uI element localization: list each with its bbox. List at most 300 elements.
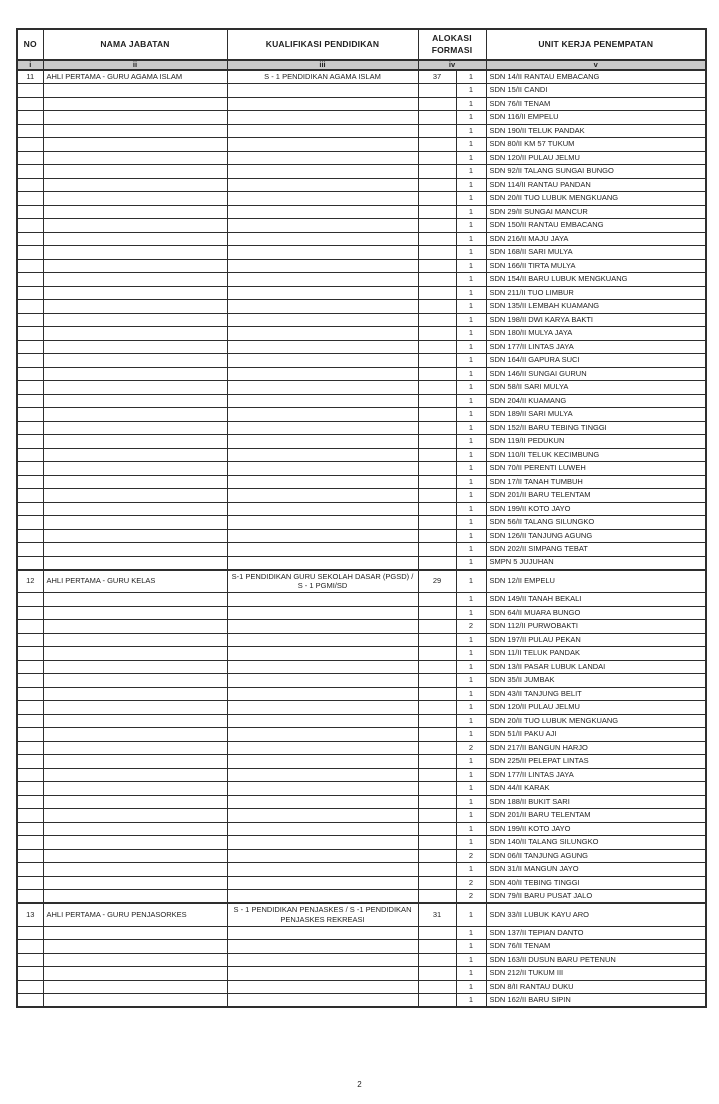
unit-row [17, 178, 706, 192]
cell-alokasi-unit: 1 [456, 593, 486, 607]
empty-cell [418, 408, 456, 422]
cell-unit-kerja: SDN 76/II TENAM [486, 97, 706, 111]
empty-cell [17, 327, 43, 341]
empty-cell [418, 286, 456, 300]
empty-cell [418, 448, 456, 462]
unit-row [17, 367, 706, 381]
empty-cell [43, 192, 227, 206]
cell-alokasi-unit: 1 [456, 367, 486, 381]
cell-unit-kerja: SDN 163/II DUSUN BARU PETENUN [486, 953, 706, 967]
unit-row [17, 138, 706, 152]
cell-alokasi-unit: 1 [456, 151, 486, 165]
cell-nama-jabatan: AHLI PERTAMA - GURU KELAS [43, 570, 227, 593]
empty-cell [418, 543, 456, 557]
cell-alokasi-unit: 1 [456, 111, 486, 125]
unit-row [17, 809, 706, 823]
cell-alokasi-unit: 1 [456, 502, 486, 516]
cell-unit-kerja: SDN 146/II SUNGAI GURUN [486, 367, 706, 381]
cell-unit-kerja: SDN 14/II RANTAU EMBACANG [486, 70, 706, 84]
empty-cell [43, 421, 227, 435]
empty-cell [17, 926, 43, 940]
empty-cell [227, 687, 418, 701]
empty-cell [43, 795, 227, 809]
empty-cell [17, 340, 43, 354]
empty-cell [17, 232, 43, 246]
empty-cell [43, 300, 227, 314]
cell-unit-kerja: SDN 164/II GAPURA SUCI [486, 354, 706, 368]
cell-unit-kerja: SDN 64/II MUARA BUNGO [486, 606, 706, 620]
empty-cell [418, 219, 456, 233]
cell-no: 12 [17, 570, 43, 593]
cell-alokasi-unit: 1 [456, 633, 486, 647]
empty-cell [418, 178, 456, 192]
cell-alokasi-unit: 1 [456, 822, 486, 836]
cell-unit-kerja: SDN 152/II BARU TEBING TINGGI [486, 421, 706, 435]
unit-row [17, 755, 706, 769]
empty-cell [418, 876, 456, 890]
cell-unit-kerja: SDN 154/II BARU LUBUK MENGKUANG [486, 273, 706, 287]
subheader-iv: iv [418, 60, 486, 70]
cell-alokasi-unit: 1 [456, 138, 486, 152]
empty-cell [17, 593, 43, 607]
cell-unit-kerja: SDN 149/II TANAH BEKALI [486, 593, 706, 607]
cell-alokasi-unit: 1 [456, 475, 486, 489]
empty-cell [43, 462, 227, 476]
unit-row [17, 849, 706, 863]
unit-row [17, 953, 706, 967]
unit-row [17, 232, 706, 246]
empty-cell [227, 940, 418, 954]
cell-nama-jabatan: AHLI PERTAMA - GURU PENJASORKES [43, 903, 227, 926]
empty-cell [227, 809, 418, 823]
empty-cell [17, 940, 43, 954]
cell-unit-kerja: SDN 11/II TELUK PANDAK [486, 647, 706, 661]
unit-row [17, 489, 706, 503]
empty-cell [227, 151, 418, 165]
empty-cell [227, 178, 418, 192]
empty-cell [17, 606, 43, 620]
cell-unit-kerja: SDN 190/II TELUK PANDAK [486, 124, 706, 138]
empty-cell [17, 300, 43, 314]
empty-cell [227, 138, 418, 152]
unit-row [17, 516, 706, 530]
cell-alokasi-unit: 1 [456, 232, 486, 246]
empty-cell [227, 980, 418, 994]
empty-cell [418, 165, 456, 179]
empty-cell [43, 381, 227, 395]
cell-alokasi-unit: 1 [456, 286, 486, 300]
unit-row [17, 863, 706, 877]
cell-alokasi-unit: 1 [456, 192, 486, 206]
empty-cell [43, 620, 227, 634]
cell-unit-kerja: SDN 168/II SARI MULYA [486, 246, 706, 260]
unit-row [17, 543, 706, 557]
empty-cell [418, 273, 456, 287]
cell-unit-kerja: SDN 201/II BARU TELENTAM [486, 809, 706, 823]
section-row [17, 903, 706, 926]
empty-cell [418, 687, 456, 701]
empty-cell [17, 259, 43, 273]
empty-cell [17, 178, 43, 192]
empty-cell [43, 890, 227, 904]
unit-row [17, 994, 706, 1008]
cell-alokasi-unit: 1 [456, 556, 486, 570]
empty-cell [227, 232, 418, 246]
empty-cell [43, 647, 227, 661]
empty-cell [418, 782, 456, 796]
empty-cell [17, 475, 43, 489]
cell-alokasi-unit: 1 [456, 926, 486, 940]
cell-unit-kerja: SDN 211/II TUO LIMBUR [486, 286, 706, 300]
cell-alokasi-unit: 1 [456, 246, 486, 260]
empty-cell [17, 462, 43, 476]
cell-unit-kerja: SDN 80/II KM 57 TUKUM [486, 138, 706, 152]
unit-row [17, 822, 706, 836]
cell-alokasi-unit: 1 [456, 570, 486, 593]
subheader-ii: ii [43, 60, 227, 70]
cell-unit-kerja: SDN 58/II SARI MULYA [486, 381, 706, 395]
cell-alokasi-unit: 2 [456, 741, 486, 755]
unit-row [17, 593, 706, 607]
empty-cell [17, 489, 43, 503]
empty-cell [43, 633, 227, 647]
unit-row [17, 967, 706, 981]
cell-unit-kerja: SDN 202/II SIMPANG TEBAT [486, 543, 706, 557]
cell-unit-kerja: SDN 197/II PULAU PEKAN [486, 633, 706, 647]
empty-cell [17, 435, 43, 449]
empty-cell [227, 529, 418, 543]
cell-alokasi-unit: 1 [456, 462, 486, 476]
empty-cell [17, 795, 43, 809]
empty-cell [418, 714, 456, 728]
empty-cell [43, 994, 227, 1008]
empty-cell [418, 327, 456, 341]
cell-alokasi-unit: 1 [456, 809, 486, 823]
empty-cell [43, 435, 227, 449]
cell-unit-kerja: SDN 20/II TUO LUBUK MENGKUANG [486, 192, 706, 206]
empty-cell [418, 795, 456, 809]
empty-cell [17, 755, 43, 769]
empty-cell [227, 953, 418, 967]
unit-row [17, 795, 706, 809]
unit-row [17, 475, 706, 489]
empty-cell [17, 394, 43, 408]
unit-row [17, 205, 706, 219]
empty-cell [227, 660, 418, 674]
cell-unit-kerja: SDN 120/II PULAU JELMU [486, 701, 706, 715]
empty-cell [418, 111, 456, 125]
cell-alokasi-unit: 1 [456, 606, 486, 620]
empty-cell [17, 354, 43, 368]
cell-nama-jabatan: AHLI PERTAMA - GURU AGAMA ISLAM [43, 70, 227, 84]
empty-cell [418, 489, 456, 503]
empty-cell [227, 543, 418, 557]
cell-unit-kerja: SDN 225/II PELEPAT LINTAS [486, 755, 706, 769]
empty-cell [227, 890, 418, 904]
empty-cell [227, 728, 418, 742]
empty-cell [17, 448, 43, 462]
empty-cell [227, 354, 418, 368]
empty-cell [43, 138, 227, 152]
cell-unit-kerja: SMPN 5 JUJUHAN [486, 556, 706, 570]
empty-cell [17, 367, 43, 381]
empty-cell [17, 543, 43, 557]
cell-alokasi-unit: 1 [456, 903, 486, 926]
empty-cell [43, 448, 227, 462]
empty-cell [43, 556, 227, 570]
unit-row [17, 394, 706, 408]
empty-cell [17, 822, 43, 836]
cell-alokasi-unit: 1 [456, 795, 486, 809]
empty-cell [17, 876, 43, 890]
empty-cell [418, 340, 456, 354]
empty-cell [227, 768, 418, 782]
cell-kualifikasi: S-1 PENDIDIKAN GURU SEKOLAH DASAR (PGSD) / S - 1 PGMI/SD [227, 570, 418, 593]
unit-row [17, 462, 706, 476]
empty-cell [227, 421, 418, 435]
cell-alokasi-unit: 1 [456, 205, 486, 219]
cell-no: 11 [17, 70, 43, 84]
empty-cell [43, 259, 227, 273]
empty-cell [43, 863, 227, 877]
unit-row [17, 327, 706, 341]
unit-row [17, 876, 706, 890]
unit-row [17, 448, 706, 462]
unit-row [17, 687, 706, 701]
empty-cell [227, 124, 418, 138]
empty-cell [418, 967, 456, 981]
cell-unit-kerja: SDN 70/II PERENTI LUWEH [486, 462, 706, 476]
empty-cell [227, 994, 418, 1008]
unit-row [17, 286, 706, 300]
cell-no: 13 [17, 903, 43, 926]
unit-row [17, 647, 706, 661]
empty-cell [227, 489, 418, 503]
cell-alokasi-unit: 1 [456, 714, 486, 728]
cell-alokasi-total: 37 [418, 70, 456, 84]
empty-cell [418, 381, 456, 395]
unit-row [17, 741, 706, 755]
empty-cell [17, 863, 43, 877]
unit-row [17, 340, 706, 354]
cell-unit-kerja: SDN 201/II BARU TELENTAM [486, 489, 706, 503]
empty-cell [418, 863, 456, 877]
cell-alokasi-unit: 1 [456, 97, 486, 111]
cell-unit-kerja: SDN 199/II KOTO JAYO [486, 822, 706, 836]
empty-cell [43, 809, 227, 823]
cell-unit-kerja: SDN 79/II BARU PUSAT JALO [486, 890, 706, 904]
cell-alokasi-unit: 1 [456, 863, 486, 877]
empty-cell [227, 462, 418, 476]
empty-cell [418, 593, 456, 607]
empty-cell [43, 205, 227, 219]
subheader-v: v [486, 60, 706, 70]
empty-cell [227, 647, 418, 661]
cell-alokasi-unit: 1 [456, 435, 486, 449]
empty-cell [17, 556, 43, 570]
empty-cell [17, 620, 43, 634]
cell-alokasi-unit: 1 [456, 836, 486, 850]
cell-alokasi-unit: 1 [456, 516, 486, 530]
empty-cell [17, 246, 43, 260]
cell-unit-kerja: SDN 126/II TANJUNG AGUNG [486, 529, 706, 543]
cell-alokasi-unit: 1 [456, 84, 486, 98]
empty-cell [43, 967, 227, 981]
empty-cell [227, 394, 418, 408]
cell-unit-kerja: SDN 43/II TANJUNG BELIT [486, 687, 706, 701]
cell-alokasi-unit: 1 [456, 327, 486, 341]
unit-row [17, 890, 706, 904]
empty-cell [418, 822, 456, 836]
cell-unit-kerja: SDN 33/II LUBUK KAYU ARO [486, 903, 706, 926]
empty-cell [227, 367, 418, 381]
cell-unit-kerja: SDN 166/II TIRTA MULYA [486, 259, 706, 273]
cell-unit-kerja: SDN 150/II RANTAU EMBACANG [486, 219, 706, 233]
empty-cell [227, 606, 418, 620]
cell-alokasi-unit: 1 [456, 967, 486, 981]
empty-cell [43, 876, 227, 890]
empty-cell [418, 849, 456, 863]
empty-cell [418, 205, 456, 219]
page-number: 2 [357, 1080, 362, 1089]
empty-cell [227, 849, 418, 863]
col-header-nama-jabatan: NAMA JABATAN [43, 29, 227, 60]
unit-row [17, 782, 706, 796]
empty-cell [418, 953, 456, 967]
empty-cell [418, 890, 456, 904]
cell-alokasi-unit: 1 [456, 543, 486, 557]
empty-cell [227, 795, 418, 809]
col-header-no: NO [17, 29, 43, 60]
empty-cell [43, 701, 227, 715]
empty-cell [17, 192, 43, 206]
cell-alokasi-unit: 1 [456, 340, 486, 354]
empty-cell [17, 165, 43, 179]
cell-unit-kerja: SDN 12/II EMPELU [486, 570, 706, 593]
empty-cell [418, 300, 456, 314]
unit-row [17, 300, 706, 314]
empty-cell [17, 633, 43, 647]
formasi-table [16, 28, 707, 1008]
header-row [17, 29, 706, 60]
cell-unit-kerja: SDN 177/II LINTAS JAYA [486, 768, 706, 782]
cell-unit-kerja: SDN 216/II MAJU JAYA [486, 232, 706, 246]
empty-cell [418, 940, 456, 954]
cell-alokasi-unit: 1 [456, 381, 486, 395]
empty-cell [418, 728, 456, 742]
empty-cell [17, 97, 43, 111]
cell-unit-kerja: SDN 120/II PULAU JELMU [486, 151, 706, 165]
empty-cell [43, 124, 227, 138]
empty-cell [227, 836, 418, 850]
empty-cell [227, 926, 418, 940]
empty-cell [227, 205, 418, 219]
empty-cell [17, 408, 43, 422]
subheader-i: i [17, 60, 43, 70]
unit-row [17, 408, 706, 422]
unit-row [17, 714, 706, 728]
empty-cell [17, 205, 43, 219]
empty-cell [418, 674, 456, 688]
cell-alokasi-unit: 1 [456, 124, 486, 138]
empty-cell [17, 516, 43, 530]
empty-cell [43, 502, 227, 516]
empty-cell [43, 543, 227, 557]
unit-row [17, 660, 706, 674]
empty-cell [227, 165, 418, 179]
empty-cell [227, 674, 418, 688]
empty-cell [418, 84, 456, 98]
empty-cell [43, 97, 227, 111]
empty-cell [418, 246, 456, 260]
unit-row [17, 502, 706, 516]
empty-cell [43, 219, 227, 233]
cell-alokasi-unit: 1 [456, 994, 486, 1008]
empty-cell [227, 84, 418, 98]
empty-cell [17, 836, 43, 850]
empty-cell [17, 502, 43, 516]
empty-cell [43, 674, 227, 688]
cell-unit-kerja: SDN 76/II TENAM [486, 940, 706, 954]
cell-unit-kerja: SDN 188/II BUKIT SARI [486, 795, 706, 809]
unit-row [17, 940, 706, 954]
empty-cell [418, 516, 456, 530]
empty-cell [418, 994, 456, 1008]
cell-kualifikasi: S - 1 PENDIDIKAN AGAMA ISLAM [227, 70, 418, 84]
empty-cell [227, 502, 418, 516]
unit-row [17, 421, 706, 435]
unit-row [17, 633, 706, 647]
cell-alokasi-unit: 1 [456, 768, 486, 782]
cell-unit-kerja: SDN 204/II KUAMANG [486, 394, 706, 408]
cell-unit-kerja: SDN 189/II SARI MULYA [486, 408, 706, 422]
empty-cell [17, 741, 43, 755]
empty-cell [418, 232, 456, 246]
cell-alokasi-unit: 1 [456, 165, 486, 179]
empty-cell [418, 768, 456, 782]
empty-cell [43, 741, 227, 755]
cell-alokasi-unit: 2 [456, 620, 486, 634]
empty-cell [43, 111, 227, 125]
cell-alokasi-unit: 1 [456, 529, 486, 543]
cell-alokasi-unit: 1 [456, 354, 486, 368]
empty-cell [43, 926, 227, 940]
empty-cell [17, 980, 43, 994]
cell-unit-kerja: SDN 180/II MULYA JAYA [486, 327, 706, 341]
empty-cell [17, 138, 43, 152]
cell-unit-kerja: SDN 112/II PURWOBAKTI [486, 620, 706, 634]
empty-cell [43, 953, 227, 967]
empty-cell [43, 606, 227, 620]
empty-cell [43, 408, 227, 422]
cell-unit-kerja: SDN 135/II LEMBAH KUAMANG [486, 300, 706, 314]
empty-cell [17, 660, 43, 674]
empty-cell [227, 876, 418, 890]
unit-row [17, 111, 706, 125]
empty-cell [43, 980, 227, 994]
empty-cell [227, 967, 418, 981]
cell-unit-kerja: SDN 137/II TEPIAN DANTO [486, 926, 706, 940]
empty-cell [43, 313, 227, 327]
empty-cell [17, 768, 43, 782]
cell-unit-kerja: SDN 119/II PEDUKUN [486, 435, 706, 449]
empty-cell [17, 151, 43, 165]
empty-cell [227, 259, 418, 273]
empty-cell [418, 633, 456, 647]
empty-cell [43, 660, 227, 674]
empty-cell [43, 489, 227, 503]
empty-cell [17, 219, 43, 233]
